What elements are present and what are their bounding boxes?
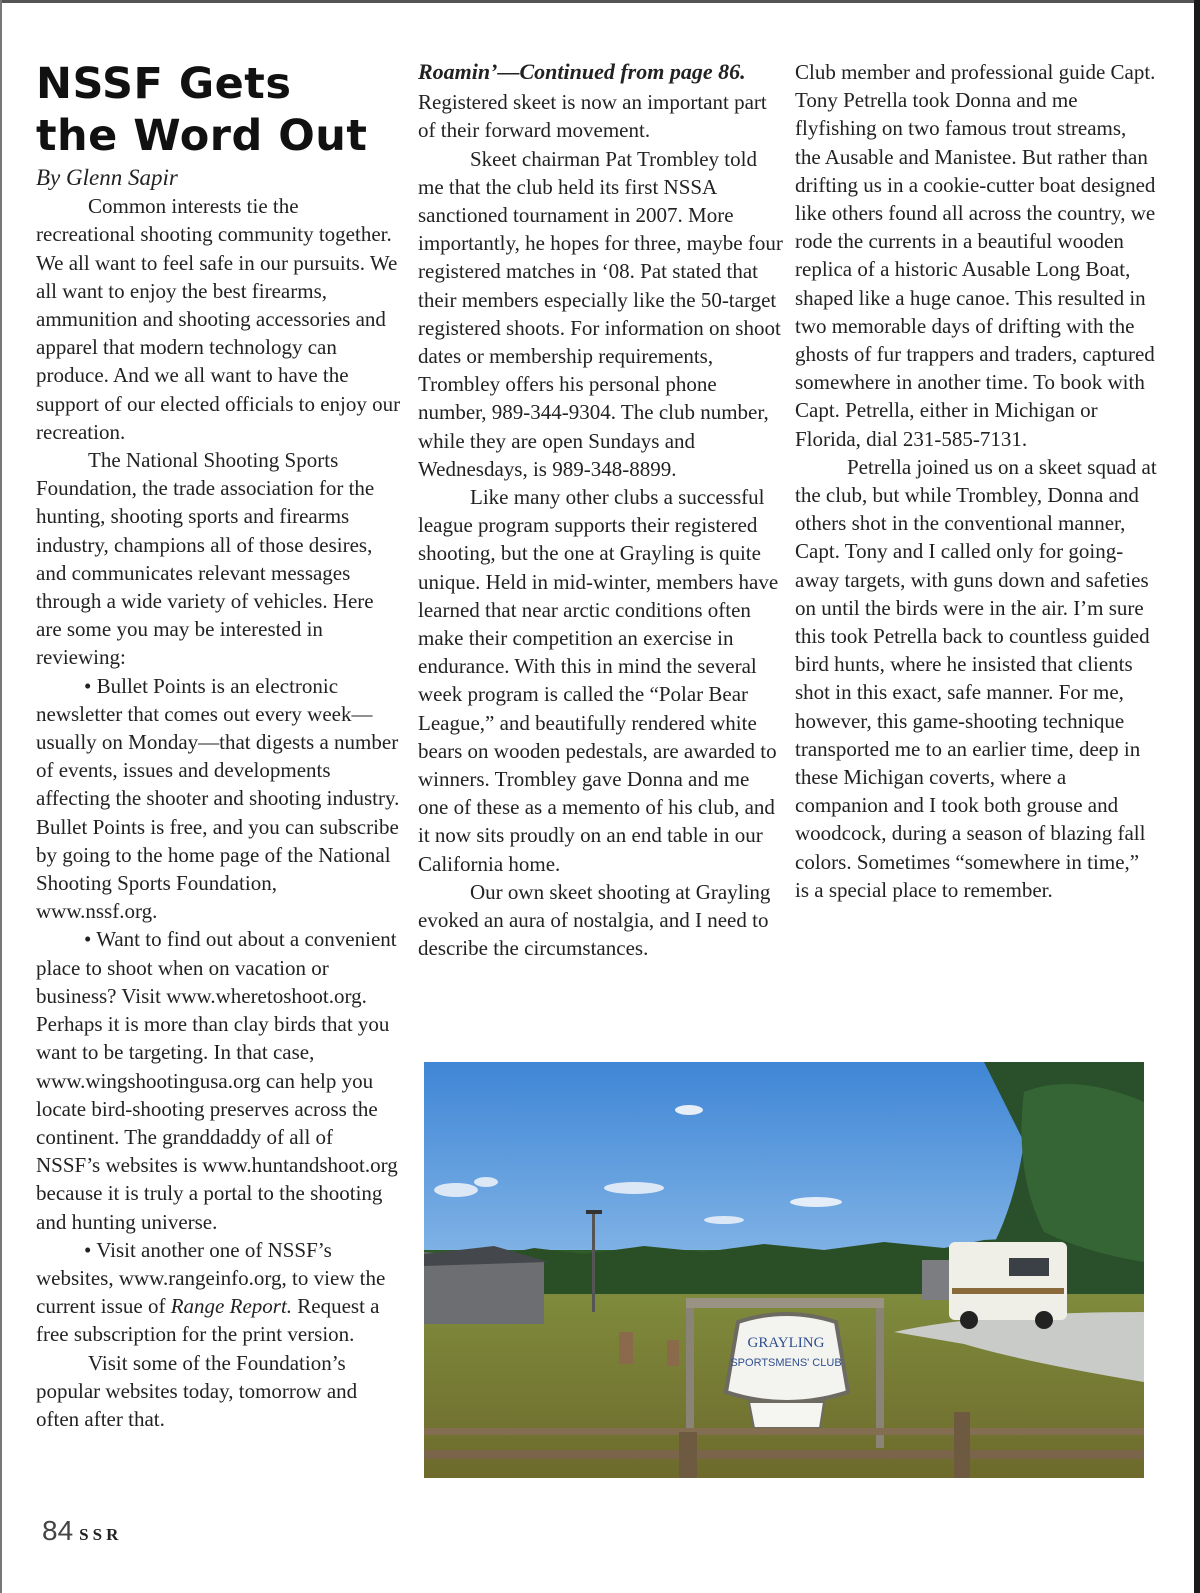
roamin-continued-column bbox=[418, 58, 784, 963]
article-paragraph: Common interests tie the recreational shooting community together. We all want to feel safe in our pursuits. We all want to enjoy the best firearms, ammunition and shooting accessories and apparel that modern technology can produce. And we all want to have the support of our elected officials to enjoy our recreation. bbox=[36, 194, 401, 444]
sign-line-1: GRAYLING bbox=[747, 1335, 825, 1351]
light-fixture bbox=[586, 1210, 602, 1214]
rv-wheel bbox=[960, 1311, 978, 1329]
roamin-paragraph: Skeet chairman Pat Trombley told me that the club held its first NSSA sanctioned tournament in 2007. More importantly, he hopes for three, maybe four registered matches in ‘08. Pat stated that their members especially like the 50-target registered shoots. For information on shoot dates or membership requirements, Trombley offers his personal phone number, 989-344-9304. The club number, while they are open Sundays and Wednesdays, is 989-348-8899. bbox=[418, 146, 783, 481]
page-folio bbox=[42, 1515, 122, 1547]
publication-name: SSR bbox=[79, 1525, 123, 1544]
tree-stump bbox=[619, 1332, 633, 1364]
bullet-item-bullet-points: • Bullet Points is an electronic newsletter that comes out every week—usually on Monday—that digests a number of events, issues and developments affecting the shooter and shooting industry. Bullet Points is free, and you can subscribe by going to the home page of the National Shooting Sports Foundation, www.nssf.org. bbox=[36, 673, 400, 924]
bullet-rangeinfo-text: • Visit another one of NSSF’s websites, www.rangeinfo.org, to view the current issue of bbox=[36, 1237, 386, 1319]
page-top-rule bbox=[0, 0, 1200, 3]
headline-line-2: the Word Out bbox=[36, 111, 368, 161]
range-report-title: Range Report. bbox=[170, 1294, 293, 1319]
tree-stump bbox=[667, 1340, 679, 1366]
fence-post bbox=[954, 1412, 970, 1478]
roamin-paragraph: Like many other clubs a successful league program supports their registered shooting, but the one at Grayling is quite unique. Held in mid-winter, members have learned that near arctic conditions often make their competition an exercise in endurance. With this in mind the several week program is called the “Polar Bear League,” and beautifully rendered white bears on wooden pedestals, are awarded to winners. Trombley gave Donna and me one of these as a memento of his club, and it now sits proudly on an end table in our California home. bbox=[418, 485, 779, 876]
grayling-club-photo bbox=[424, 1062, 1144, 1478]
headline-line-1: NSSF Gets bbox=[36, 59, 292, 109]
public-welcome-plaque bbox=[749, 1402, 824, 1428]
cloud bbox=[474, 1177, 498, 1187]
cloud bbox=[790, 1197, 842, 1207]
bullet-rangeinfo-tail: Request a free subscription for the print version. bbox=[36, 1294, 380, 1347]
light-pole bbox=[592, 1212, 595, 1312]
sign-line-2: SPORTSMENS' CLUB bbox=[730, 1357, 842, 1369]
cloud bbox=[604, 1182, 664, 1194]
roamin-paragraph: Registered skeet is now an important part of their forward movement. bbox=[418, 90, 767, 143]
article-byline: By Glenn Sapir bbox=[36, 165, 178, 190]
page-right-edge bbox=[1194, 0, 1200, 1593]
roamin-paragraph: Club member and professional guide Capt. Tony Petrella took Donna and me flyfishing on two famous trout streams, the Ausable and Manistee. But rather than drifting us in a cookie-cutter boat designed like others found all across the country, we rode the currents in a beautiful wooden replica of a historic Ausable Long Boat, shaped like a huge canoe. This resulted in two memorable days of drifting with the ghosts of fur trappers and traders, captured somewhere in another time. To book with Capt. Petrella, either in Michigan or Florida, dial 231-585-7131. bbox=[795, 60, 1156, 451]
bullet-item-rangeinfo bbox=[36, 1236, 402, 1349]
cloud bbox=[434, 1183, 478, 1197]
rv-camper bbox=[949, 1242, 1067, 1320]
bullet-item-where-to-shoot: • Want to find out about a convenient place to shoot when on vacation or business? Visit www.wheretoshoot.org. Perhaps it is more than clay birds that you want to be targeting. In that case, www.wingshootingusa.org can help you locate bird-shooting preserves across the continent. The granddaddy of all of NSSF’s websites is www.huntandshoot.org because it is truly a portal to the shooting and hunting universe. bbox=[36, 927, 398, 1234]
sign-post bbox=[686, 1298, 694, 1448]
shed bbox=[922, 1260, 950, 1300]
cloud bbox=[704, 1216, 744, 1224]
fence-rail bbox=[424, 1450, 1144, 1459]
cloud bbox=[675, 1105, 703, 1115]
page-number: 84 bbox=[42, 1515, 74, 1546]
roamin-paragraph: Petrella joined us on a skeet squad at the club, but while Trombley, Donna and others shot in the conventional manner, Capt. Tony and I called only for going-away targets, with guns down and safeties on until the birds were in the air. I’m sure this took Petrella back to countless guided bird hunts, where he insisted that clients shot in this exact, safe manner. For me, however, this game-shooting technique transported me to an earlier time, deep in these Michigan coverts, where a companion and I took both grouse and woodcock, during a season of blazing fall colors. Sometimes “somewhere in time,” is a special place to remember. bbox=[795, 454, 1157, 902]
page-left-edge bbox=[0, 0, 2, 1593]
article-paragraph: The National Shooting Sports Foundation, the trade association for the hunting, shooting sports and firearms industry, champions all of those desires, and communicates relevant messages through a wide variety of vehicles. Here are some you may be interested in reviewing: bbox=[36, 448, 375, 670]
rv-window bbox=[1009, 1258, 1049, 1276]
sign-crossbar bbox=[686, 1298, 884, 1308]
article-closing-paragraph: Visit some of the Foundation’s popular websites today, tomorrow and often after that. bbox=[36, 1350, 358, 1431]
sign-post bbox=[876, 1298, 884, 1448]
roamin-paragraph: Our own skeet shooting at Grayling evoked an aura of nostalgia, and I need to describe the circumstances. bbox=[418, 879, 771, 961]
fence-post bbox=[679, 1432, 697, 1478]
roamin-right-column bbox=[795, 58, 1157, 904]
fence-rail bbox=[424, 1428, 1144, 1435]
article-headline bbox=[36, 58, 402, 162]
rv-wheel bbox=[1035, 1311, 1053, 1329]
continued-from-label: Roamin’—Continued from page 86. bbox=[418, 59, 746, 84]
photo-illustration bbox=[424, 1062, 1144, 1478]
rv-stripe bbox=[952, 1288, 1064, 1294]
nssf-article-column bbox=[36, 58, 402, 1433]
